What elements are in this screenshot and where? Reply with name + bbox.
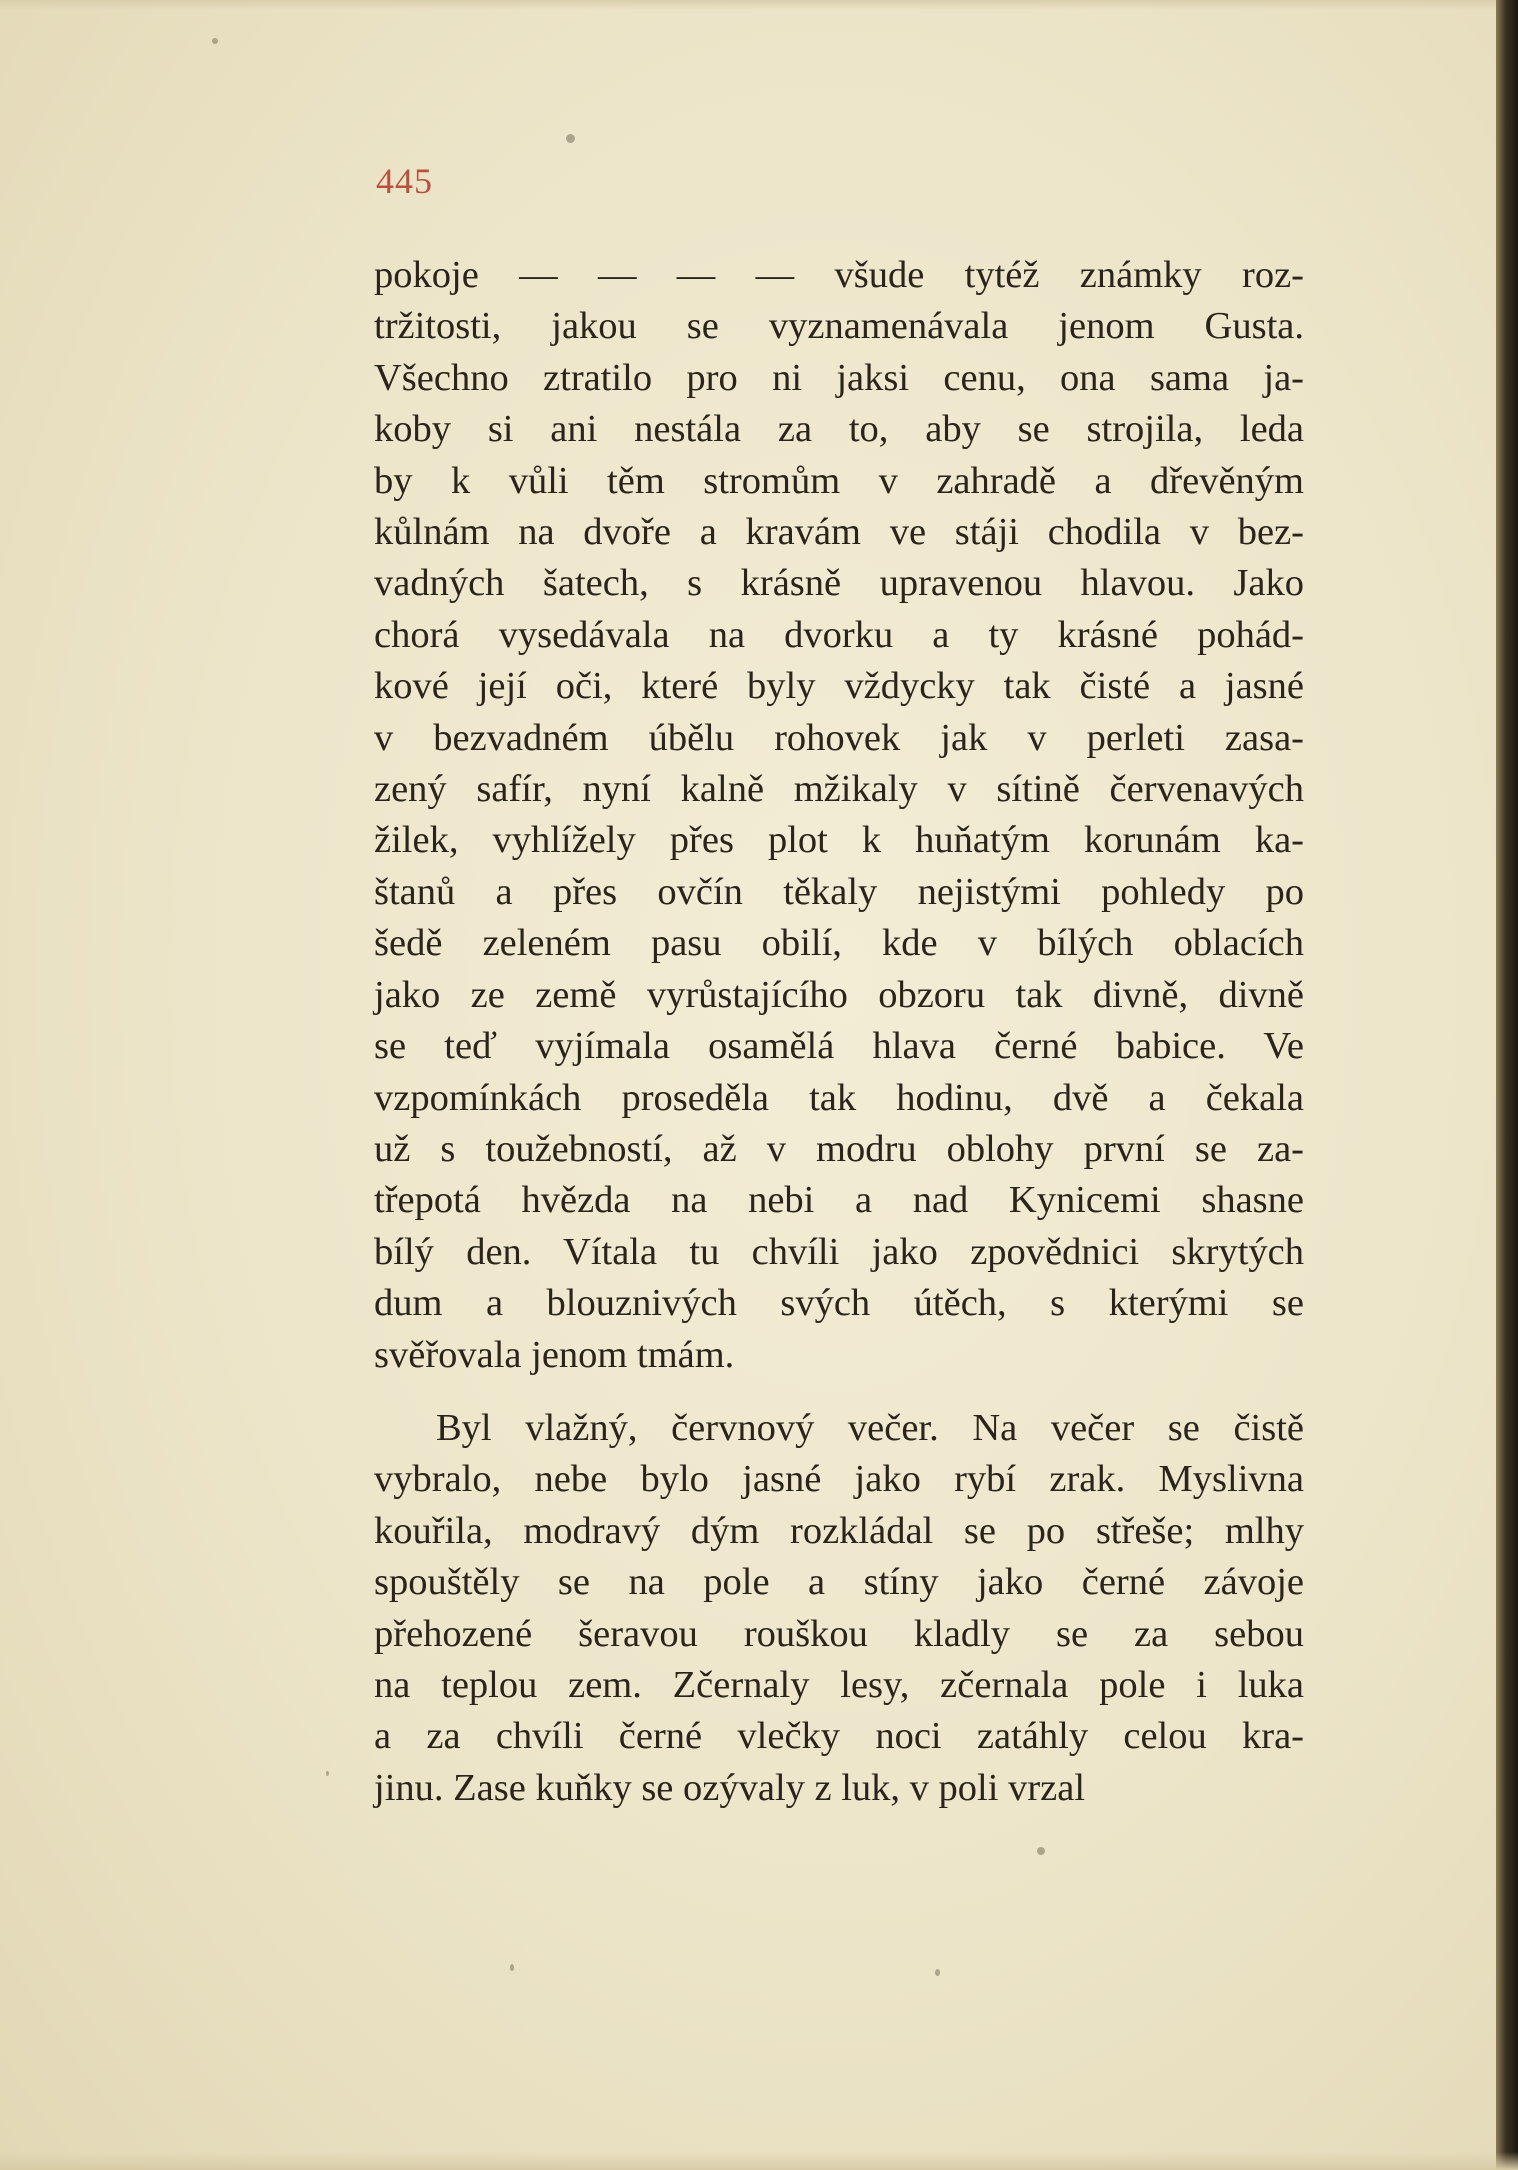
- text-line: vadných šatech, s krásně upravenou hlavou. Jako: [374, 562, 1304, 605]
- paper-speck: [212, 38, 218, 44]
- page-number: 445: [376, 161, 433, 201]
- text-line: kouřila, modravý dým rozkládal se po střeše; mlhy: [374, 1509, 1304, 1552]
- text-line: přehozené šeravou rouškou kladly se za sebou: [374, 1612, 1304, 1655]
- text-line: bílý den. Vítala tu chvíli jako zpovědnici skrytých: [374, 1230, 1304, 1273]
- paragraph: [374, 250, 1304, 1381]
- text-line: svěřovala jenom tmám.: [374, 1333, 735, 1376]
- page-top-edge: [0, 0, 1518, 10]
- text-line: žilek, vyhlížely přes plot k huňatým korunám ka-: [374, 819, 1304, 862]
- text-line: pokoje — — — — všude tytéž známky roz-: [374, 254, 1304, 296]
- text-line: vybralo, nebe bylo jasné jako rybí zrak. Myslivna: [374, 1458, 1304, 1501]
- paper-speck: [935, 1969, 940, 1976]
- paragraph: [374, 1403, 1304, 1814]
- text-line: na teplou zem. Zčernaly lesy, zčernala pole i luka: [374, 1663, 1304, 1706]
- paragraph-gap: [374, 1381, 1304, 1403]
- text-line: kůlnám na dvoře a kravám ve stáji chodila v bez-: [374, 511, 1304, 554]
- book-spine-edge: [1496, 0, 1518, 2170]
- text-line: už s toužebností, až v modru oblohy první se za-: [374, 1127, 1304, 1170]
- text-line: spouštěly se na pole a stíny jako černé závoje: [374, 1561, 1304, 1604]
- text-line: by k vůli těm stromům v zahradě a dřevěným: [374, 459, 1304, 502]
- paper-speck: [566, 134, 575, 143]
- text-line: koby si ani nestála za to, aby se strojila, leda: [374, 408, 1304, 451]
- text-line: dum a blouznivých svých útěch, s kterými se: [374, 1282, 1304, 1325]
- body-text: [374, 250, 1304, 1814]
- text-line: vzpomínkách proseděla tak hodinu, dvě a čekala: [374, 1076, 1304, 1119]
- text-line: zený safír, nyní kalně mžikaly v sítině červenavých: [374, 768, 1304, 811]
- text-line: se teď vyjímala osamělá hlava černé babice. Ve: [374, 1025, 1304, 1068]
- text-line: Všechno ztratilo pro ni jaksi cenu, ona sama ja-: [374, 356, 1304, 399]
- text-line: šedě zeleném pasu obilí, kde v bílých oblacích: [374, 922, 1304, 965]
- text-line: v bezvadném úbělu rohovek jak v perleti zasa-: [374, 716, 1304, 759]
- paper-speck: [326, 1771, 329, 1776]
- text-line: chorá vysedávala na dvorku a ty krásné pohád-: [374, 613, 1304, 656]
- paper-speck: [1037, 1847, 1045, 1855]
- text-line: jinu. Zase kuňky se ozývaly z luk, v poli vrzal: [374, 1766, 1086, 1809]
- text-line: a za chvíli černé vlečky noci zatáhly celou kra-: [374, 1715, 1304, 1758]
- page-bottom-edge: [0, 2152, 1518, 2170]
- text-line: tržitosti, jakou se vyznamenávala jenom Gusta.: [374, 305, 1304, 348]
- text-line: štanů a přes ovčín těkaly nejistými pohledy po: [374, 870, 1304, 913]
- text-line: třepotá hvězda na nebi a nad Kynicemi shasne: [374, 1179, 1304, 1222]
- text-line: Byl vlažný, červnový večer. Na večer se čistě: [436, 1406, 1304, 1449]
- text-line: jako ze země vyrůstajícího obzoru tak divně, divně: [374, 973, 1304, 1016]
- text-line: kové její oči, které byly vždycky tak čisté a jasné: [374, 665, 1304, 708]
- paper-speck: [510, 1964, 514, 1971]
